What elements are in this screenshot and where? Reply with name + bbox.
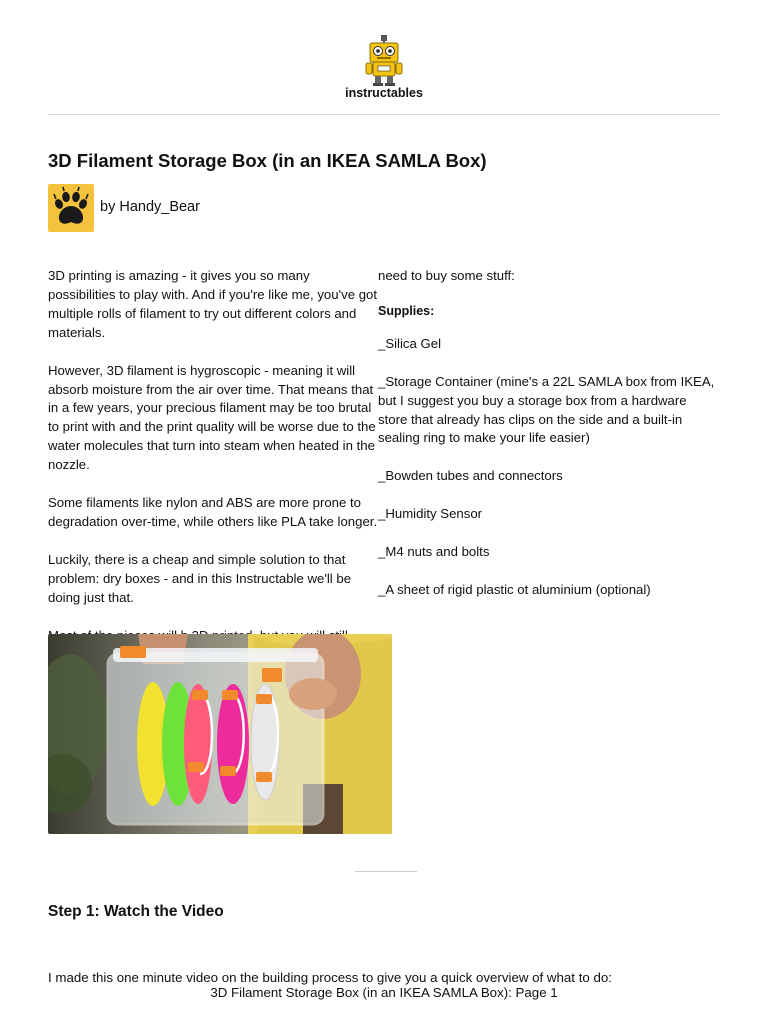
section-divider [355,871,417,872]
paragraph: 3D printing is amazing - it gives you so many possibilities to play with. And if you're like me, you've got multiple rolls of filament to try out different colors and materials. [48,268,378,340]
paragraph: However, 3D filament is hygroscopic - meaning it will absorb moisture from the air over time. That means that in a few years, your precious filament may be too brutal to print with and the print quality will be worse due to the water molecules that turn into steam when heated in the nozzle. [48,362,376,473]
step-heading: Step 1: Watch the Video [48,903,224,920]
supply-item: _M4 nuts and bolts [378,544,490,560]
intro-column-left [48,267,378,646]
step-intro-text: I made this one minute video on the building process to give you a quick overview of what to do: [48,970,612,985]
supply-item: _Bowden tubes and connectors [378,468,563,484]
paragraph: Luckily, there is a cheap and simple solution to that problem: dry boxes - and in this Instructable we'll be doing just that. [48,551,352,605]
author-byline[interactable]: by Handy_Bear [100,199,200,215]
paragraph: Some filaments like nylon and ABS are more prone to degradation over-time, while others like PLA take longer. [48,495,378,529]
bear-paw-icon [48,184,94,232]
supply-item: _Storage Container (mine's a 22L SAMLA box from IKEA, but I suggest you buy a storage box from a hardware store that already has clips on the side and a built-in sealing ring to make your life easier) [378,373,715,446]
paragraph: need to buy some stuff: [378,268,515,283]
supply-item: _Silica Gel [378,335,442,351]
supply-item: _Humidity Sensor [378,506,483,522]
author-avatar[interactable] [48,184,94,232]
supply-item: _A sheet of rigid plastic ot aluminium (optional) [378,582,651,598]
supplies-heading: Supplies: [378,303,435,318]
brand-name[interactable]: instructables [345,86,423,100]
filament-storage-box-photo[interactable] [48,634,392,834]
page-footer: 3D Filament Storage Box (in an IKEA SAMLA Box): Page 1 [210,985,558,1000]
page-title: 3D Filament Storage Box (in an IKEA SAMLA Box) [48,150,487,171]
header-divider [48,114,720,115]
intro-column-right [378,267,718,600]
instructables-robot-icon[interactable] [362,34,406,86]
